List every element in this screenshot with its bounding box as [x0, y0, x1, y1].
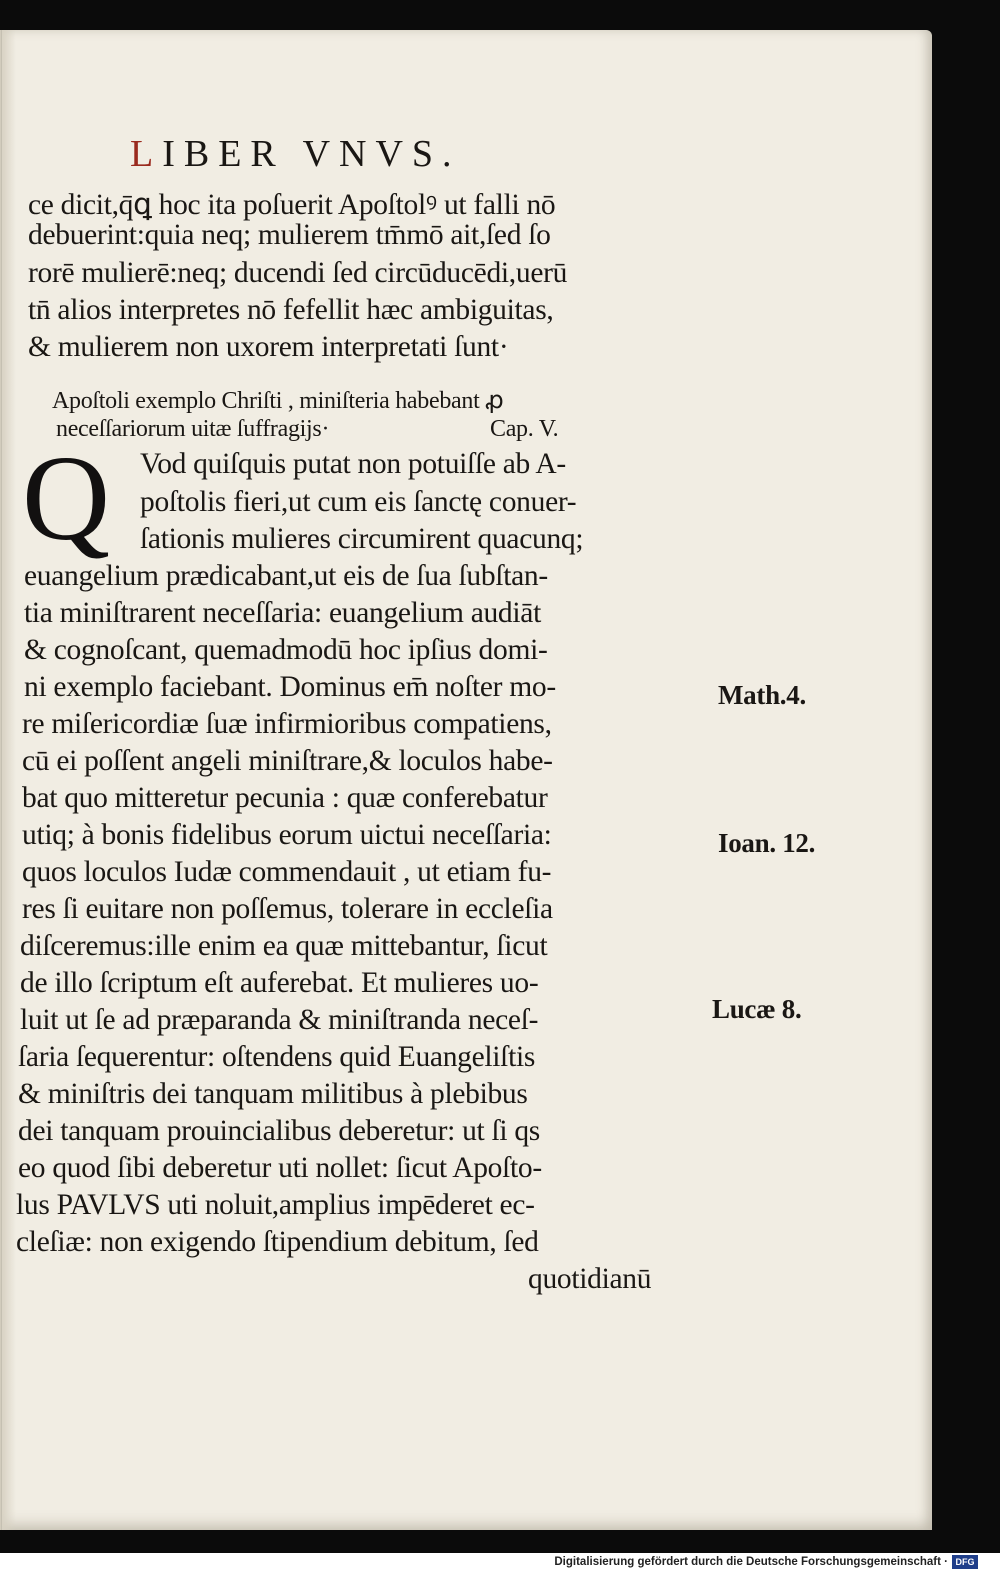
text-line: bat quo mitteretur pecunia : quæ conferebatur: [22, 782, 548, 814]
margin-note: Math.4.: [718, 680, 806, 710]
text-line: cleſiæ: non exigendo ſtipendium debitum, ſed: [16, 1226, 539, 1258]
running-head: [130, 132, 461, 176]
text-line: lus PAVLVS uti noluit,amplius impēderet ec-: [16, 1189, 535, 1221]
funding-credit-text: Digitalisierung gefördert durch die Deutsche Forschungsgemeinschaft ·: [554, 1556, 948, 1568]
text-line: ni exemplo faciebant. Dominus em̄ noſter mo-: [24, 671, 556, 703]
text-line: euangelium prædicabant,ut eis de ſua ſubſtan-: [24, 560, 548, 592]
text-line: poſtolis fieri,ut cum eis ſanctę conuer-: [140, 486, 577, 518]
text-line: dei tanquam prouincialibus deberetur: ut ſi qs: [18, 1115, 540, 1147]
text-line: rorē mulierē:neq; ducendi ſed circūducēdi,uerū: [28, 257, 568, 289]
running-head-title: IBER VNVS.: [162, 133, 461, 175]
dfg-logo-icon: DFG: [952, 1555, 978, 1569]
chapter-heading-line-1: Apoſtoli exemplo Chriſti , miniſteria habebant ꝓ: [52, 388, 504, 414]
margin-note: Ioan. 12.: [718, 828, 816, 858]
drop-cap-initial: Q: [22, 431, 111, 566]
text-line: ce dicit,q̄ꝗ hoc ita poſuerit Apoſtolꝰ ut falli nō: [28, 189, 556, 221]
text-line: re miſericordiæ ſuæ infirmioribus compatiens,: [22, 708, 552, 740]
text-line: tn̄ alios interpretes nō fefellit hæc ambiguitas,: [28, 294, 554, 326]
margin-note: Lucæ 8.: [712, 994, 802, 1024]
text-line: ſaria ſequerentur: oſtendens quid Euangeliſtis: [18, 1041, 536, 1073]
text-line: Vod quiſquis putat non potuiſſe ab A-: [140, 448, 566, 480]
text-line: ſationis mulieres circumirent quacunq;: [140, 523, 584, 555]
text-line: & miniſtris dei tanquam militibus à plebibus: [18, 1078, 528, 1110]
text-line: de illo ſcriptum eſt auferebat. Et mulieres uo-: [20, 967, 539, 999]
text-line: eo quod ſibi deberetur uti nollet: ſicut Apoſto-: [18, 1152, 542, 1184]
text-line: utiq; à bonis fidelibus eorum uictui neceſſaria:: [22, 819, 552, 851]
running-head-initial: L: [130, 133, 163, 175]
text-line: res ſi euitare non poſſemus, tolerare in eccleſia: [22, 893, 553, 925]
text-line: & mulierem non uxorem interpretati ſunt·: [28, 331, 509, 363]
text-line: quos loculos Iudæ commendauit , ut etiam fu-: [22, 856, 552, 888]
catchword: quotidianū: [528, 1263, 652, 1295]
chapter-heading-line-2: neceſſariorum uitæ ſuffragijs·: [56, 416, 330, 442]
text-line: luit ut ſe ad præparanda & miniſtranda neceſ-: [20, 1004, 539, 1036]
chapter-number: Cap. V.: [490, 416, 559, 442]
page-gutter-shadow: [0, 30, 16, 1530]
text-line: & cognoſcant, quemadmodū hoc ipſius domi-: [24, 634, 548, 666]
text-line: diſceremus:ille enim ea quæ mittebantur, ſicut: [20, 930, 548, 962]
page-paper: [2, 30, 932, 1530]
text-line: tia miniſtrarent neceſſaria: euangelium audiāt: [24, 597, 541, 629]
text-line: cū ei poſſent angeli miniſtrare,& loculos habe-: [22, 745, 553, 777]
text-line: debuerint:quia neq; mulierem tm̄mō ait,ſed ſo: [28, 219, 551, 251]
